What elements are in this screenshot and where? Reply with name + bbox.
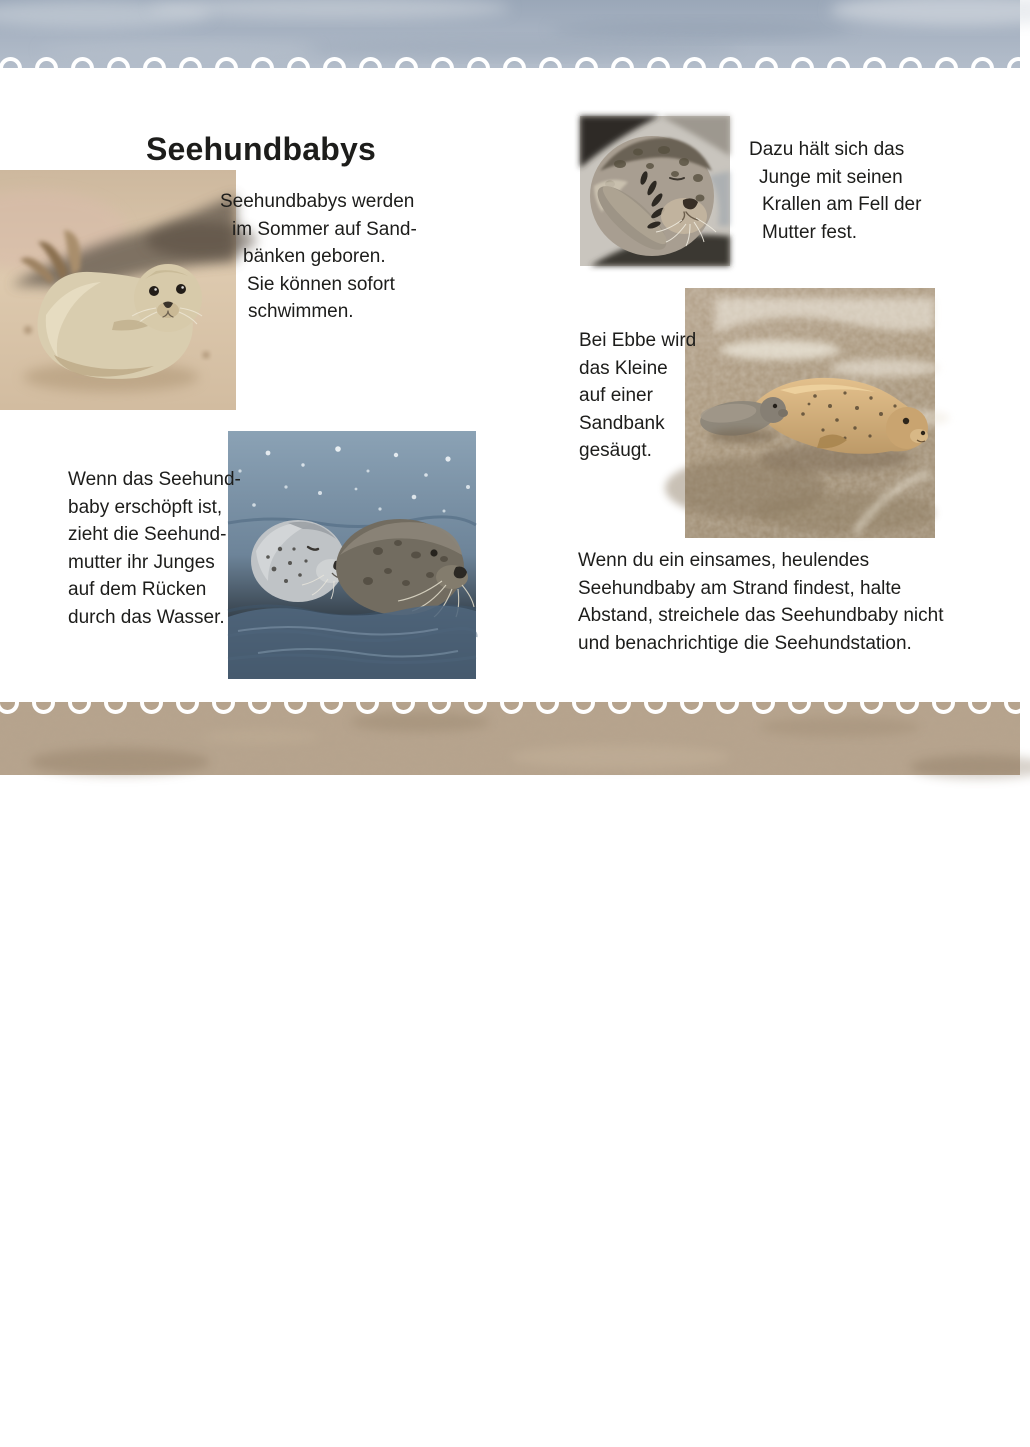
text-line: Seehundbabys werden	[220, 191, 415, 212]
text-line: und benachrichtige die Seehundstation.	[578, 632, 912, 654]
text-line: im Sommer auf Sand-	[232, 218, 417, 240]
page-number-right: 11	[966, 1427, 984, 1446]
text-line: baby erschöpft ist,	[68, 496, 223, 518]
paragraph-ebbe	[579, 327, 696, 465]
paragraph-ruecken	[68, 466, 241, 631]
page-title: Seehundbabys	[146, 131, 377, 167]
text-line: mutter ihr Junges	[68, 551, 215, 573]
sand-photo-strip	[0, 702, 1020, 1446]
text-line: auf dem Rücken	[68, 579, 207, 600]
text-line: das Kleine	[579, 357, 668, 379]
sky-photo-strip	[0, 0, 1020, 68]
seal-mother-and-pup-swimming-photo	[228, 431, 476, 679]
text-line: Seehundbaby am Strand findest, halte	[578, 577, 902, 599]
text-line: Sandbank	[579, 412, 665, 434]
text-line: bänken geboren.	[243, 246, 386, 267]
seal-mother-nursing-on-sandbank-photo	[685, 288, 935, 538]
text-line: Mutter fest.	[762, 221, 858, 243]
text-line: auf einer	[579, 385, 653, 406]
text-line: Bei Ebbe wird	[579, 330, 697, 351]
text-line: Abstand, streichele das Seehundbaby nicht	[578, 605, 944, 626]
text-line: Sie können sofort	[247, 273, 395, 295]
text-line: Wenn das Seehund-	[68, 469, 241, 490]
text-line: Junge mit seinen	[759, 166, 903, 188]
text-line: Krallen am Fell der	[762, 194, 922, 215]
text-line: gesäugt.	[579, 440, 652, 461]
text-line: zieht die Seehund-	[68, 524, 227, 545]
paragraph-krallen	[0, 136, 921, 246]
text-line: schwimmen.	[248, 301, 354, 322]
text-line: Dazu hält sich das	[749, 139, 905, 160]
paragraph-strand	[578, 547, 943, 657]
text-line: Wenn du ein einsames, heulendes	[578, 550, 870, 571]
page-number-left: 10	[32, 1425, 51, 1444]
text-line: durch das Wasser.	[68, 606, 225, 628]
